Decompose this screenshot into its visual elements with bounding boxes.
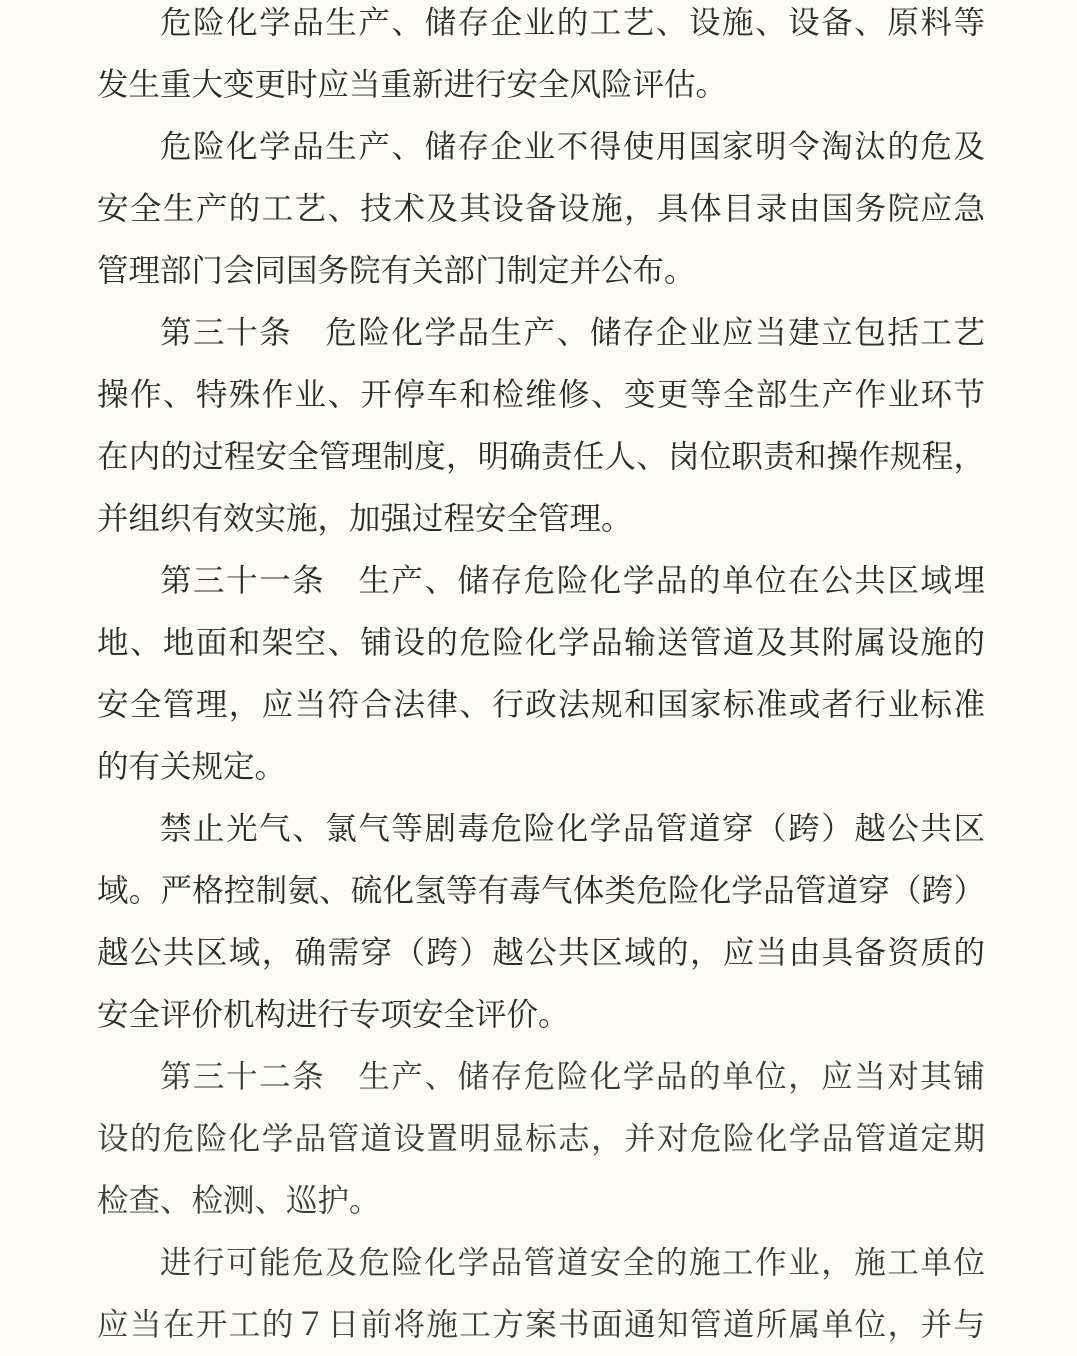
text-line: 应当在开工的７日前将施工方案书面通知管道所属单位，并与 — [97, 1307, 985, 1343]
text-line: 在内的过程安全管理制度，明确责任人、岗位职责和操作规程， — [97, 439, 985, 475]
text-line: 并组织有效实施，加强过程安全管理。 — [97, 501, 633, 537]
text-line: 禁止光气、氯气等剧毒危险化学品管道穿（跨）越公共区 — [160, 811, 985, 847]
text-line: 操作、特殊作业、开停车和检维修、变更等全部生产作业环节 — [97, 377, 985, 413]
article-30-line: 第三十条 危险化学品生产、储存企业应当建立包括工艺 — [160, 315, 985, 351]
text-line: 域。严格控制氨、硫化氢等有毒气体类危险化学品管道穿（跨） — [97, 873, 985, 909]
text-line: 安全生产的工艺、技术及其设备设施，具体目录由国务院应急 — [97, 191, 985, 227]
text-line: 设的危险化学品管道设置明显标志，并对危险化学品管道定期 — [97, 1121, 985, 1157]
text-line: 越公共区域，确需穿（跨）越公共区域的，应当由具备资质的 — [97, 935, 985, 971]
article-32-line: 第三十二条 生产、储存危险化学品的单位，应当对其铺 — [160, 1059, 985, 1095]
text-line: 安全管理，应当符合法律、行政法规和国家标准或者行业标准 — [97, 687, 985, 723]
text-line: 危险化学品生产、储存企业不得使用国家明令淘汰的危及 — [160, 129, 985, 165]
text-line: 检查、检测、巡护。 — [97, 1183, 381, 1219]
text-line: 的有关规定。 — [97, 749, 287, 785]
text-line: 危险化学品生产、储存企业的工艺、设施、设备、原料等 — [160, 5, 985, 41]
text-line: 进行可能危及危险化学品管道安全的施工作业，施工单位 — [160, 1245, 985, 1281]
article-31-line: 第三十一条 生产、储存危险化学品的单位在公共区域埋 — [160, 563, 985, 599]
text-line: 安全评价机构进行专项安全评价。 — [97, 997, 570, 1033]
text-line: 地、地面和架空、铺设的危险化学品输送管道及其附属设施的 — [97, 625, 985, 661]
text-line: 管理部门会同国务院有关部门制定并公布。 — [97, 253, 696, 289]
text-line: 发生重大变更时应当重新进行安全风险评估。 — [97, 67, 728, 103]
